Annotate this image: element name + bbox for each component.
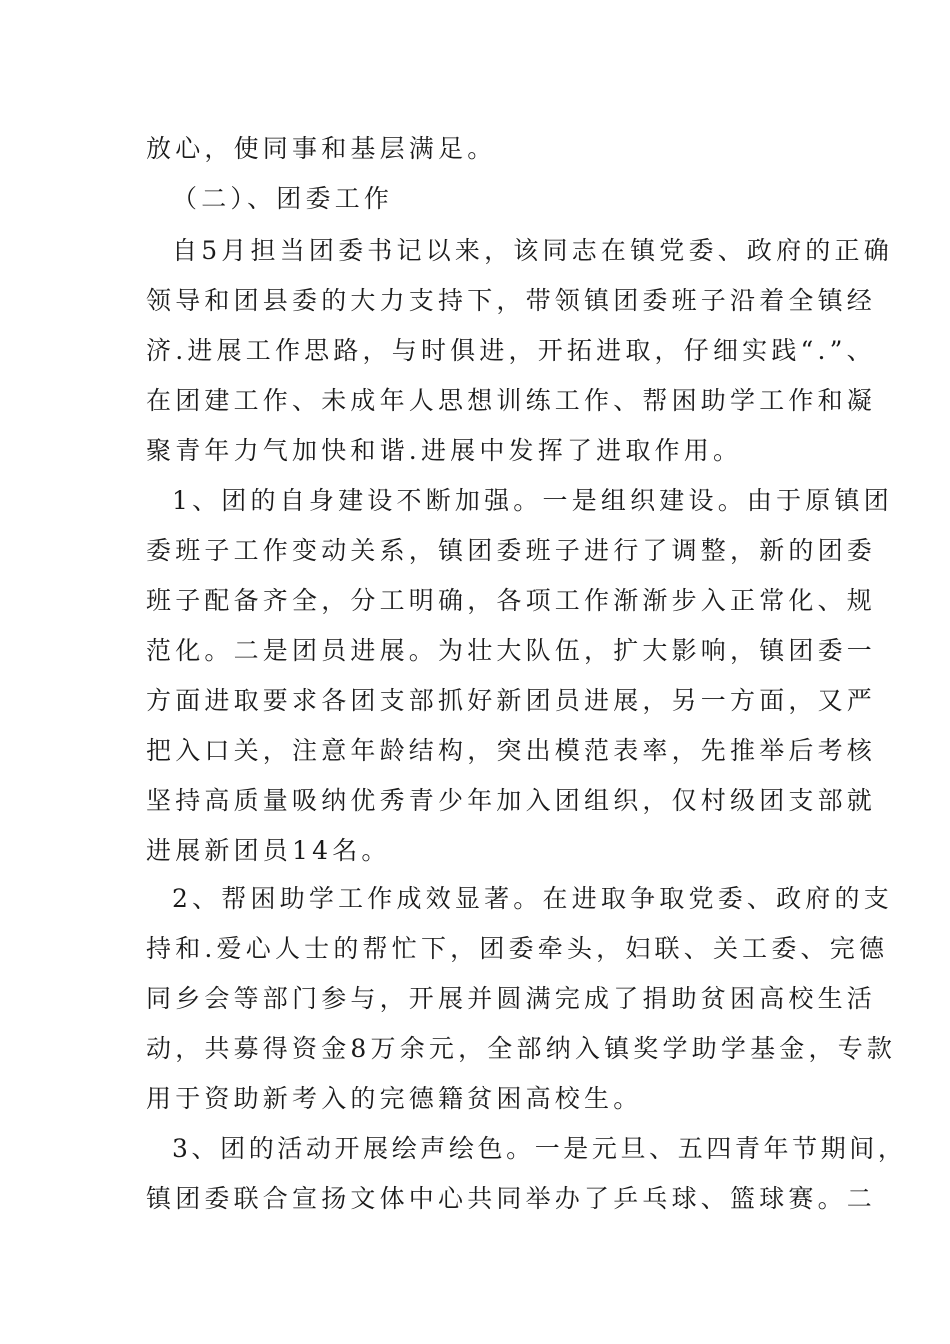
section-heading: （二）、团委工作	[172, 184, 394, 213]
text-line: 用于资助新考入的完德籍贫困高校生。	[146, 1084, 643, 1113]
text-line: 进展新团员14名。	[146, 836, 391, 865]
text-line: 坚持高质量吸纳优秀青少年加入团组织，仅村级团支部就	[146, 786, 877, 815]
text-line: 班子配备齐全，分工明确，各项工作渐渐步入正常化、规	[146, 586, 877, 615]
text-line: 领导和团县委的大力支持下，带领镇团委班子沿着全镇经	[146, 286, 877, 315]
text-line: 持和.爱心人士的帮忙下，团委牵头，妇联、关工委、完德	[146, 934, 889, 963]
text-line: 聚青年力气加快和谐.进展中发挥了进取作用。	[146, 436, 743, 465]
paragraph-first-line: 2、帮困助学工作成效显著。在进取争取党委、政府的支	[172, 884, 893, 913]
text-line: 把入口关，注意年龄结构，突出模范表率，先推举后考核	[146, 736, 877, 765]
text-line: 范化。二是团员进展。为壮大队伍，扩大影响，镇团委一	[146, 636, 877, 665]
text-line: 在团建工作、未成年人思想训练工作、帮困助学工作和凝	[146, 386, 877, 415]
paragraph-first-line: 3、团的活动开展绘声绘色。一是元旦、五四青年节期间，	[172, 1134, 907, 1163]
text-line: 同乡会等部门参与，开展并圆满完成了捐助贫困高校生活	[146, 984, 877, 1013]
text-line: 方面进取要求各团支部抓好新团员进展，另一方面，又严	[146, 686, 877, 715]
paragraph-first-line: 1、团的自身建设不断加强。一是组织建设。由于原镇团	[172, 486, 893, 515]
text-line: 放心，使同事和基层满足。	[146, 134, 497, 163]
text-line: 动，共募得资金8万余元，全部纳入镇奖学助学基金，专款	[146, 1034, 897, 1063]
text-line: 委班子工作变动关系，镇团委班子进行了调整，新的团委	[146, 536, 877, 565]
paragraph-first-line: 自5月担当团委书记以来，该同志在镇党委、政府的正确	[172, 236, 893, 265]
text-line: 镇团委联合宣扬文体中心共同举办了乒乓球、篮球赛。二	[146, 1184, 877, 1213]
text-line: 济.进展工作思路，与时俱进，开拓进取，仔细实践“.”、	[146, 336, 876, 365]
